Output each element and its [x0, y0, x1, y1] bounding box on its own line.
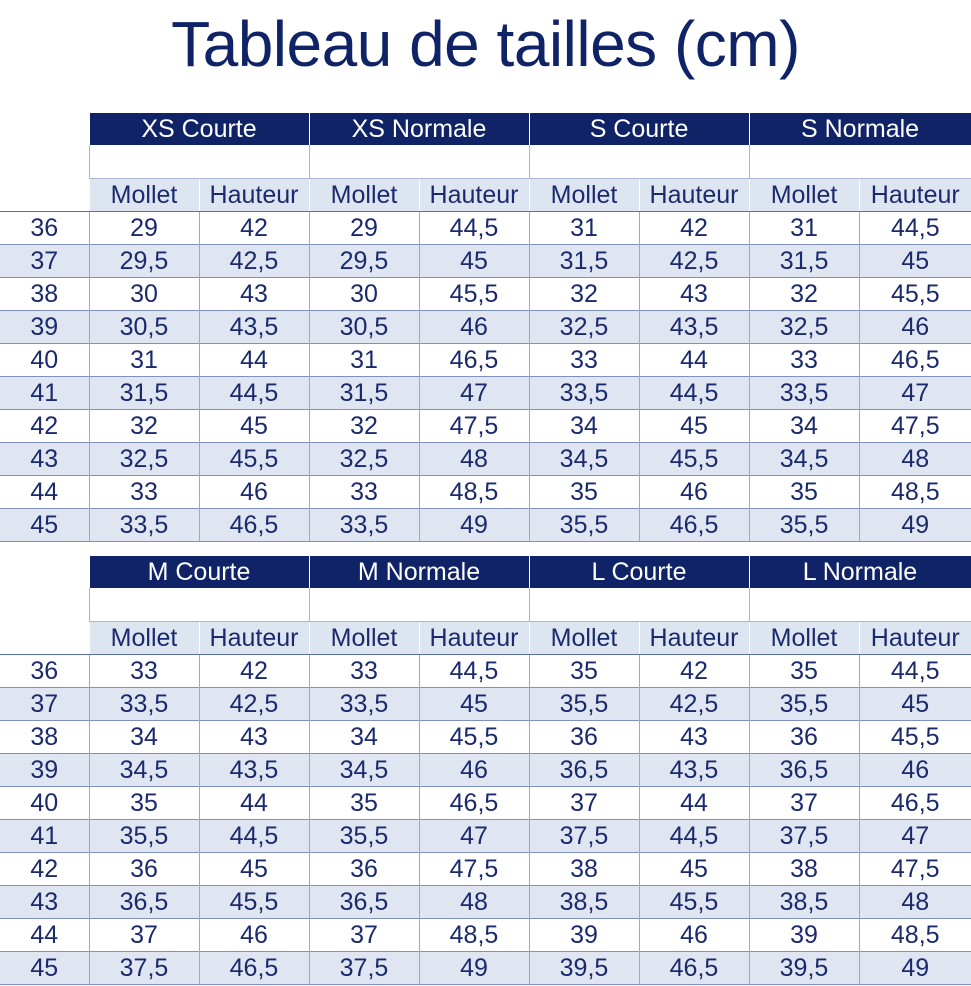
hauteur-cell: 45,5: [419, 721, 529, 754]
sub-header-mollet: Mollet: [309, 622, 419, 655]
mollet-cell: 34,5: [309, 754, 419, 787]
corner-cell: [0, 588, 89, 622]
hauteur-cell: 47,5: [419, 853, 529, 886]
shoe-size-cell: 43: [0, 443, 89, 476]
hauteur-cell: 48,5: [419, 476, 529, 509]
sub-header-mollet: Mollet: [529, 179, 639, 212]
sub-header-mollet: Mollet: [749, 622, 859, 655]
mollet-cell: 32: [89, 410, 199, 443]
mollet-cell: 31,5: [749, 245, 859, 278]
mollet-cell: 33: [309, 476, 419, 509]
hauteur-cell: 43,5: [199, 311, 309, 344]
hauteur-cell: 47: [859, 820, 971, 853]
mollet-cell: 33: [89, 655, 199, 688]
shoe-size-cell: 45: [0, 952, 89, 985]
group-header: L Courte: [529, 556, 749, 588]
mollet-cell: 30,5: [309, 311, 419, 344]
hauteur-cell: 42: [199, 212, 309, 245]
table-row: [0, 344, 971, 377]
mollet-cell: 29,5: [309, 245, 419, 278]
mollet-cell: 36,5: [309, 886, 419, 919]
hauteur-cell: 44,5: [859, 212, 971, 245]
hauteur-cell: 46: [639, 476, 749, 509]
group-spacer: [749, 588, 971, 622]
mollet-cell: 31: [749, 212, 859, 245]
group-header: XS Courte: [89, 113, 309, 145]
hauteur-cell: 46,5: [199, 952, 309, 985]
group-header: XS Normale: [309, 113, 529, 145]
mollet-cell: 38,5: [749, 886, 859, 919]
hauteur-cell: 46,5: [859, 344, 971, 377]
hauteur-cell: 43: [199, 278, 309, 311]
hauteur-cell: 43: [639, 721, 749, 754]
mollet-cell: 32: [749, 278, 859, 311]
table-row: [0, 820, 971, 853]
mollet-cell: 33,5: [309, 688, 419, 721]
group-spacer: [89, 588, 309, 622]
hauteur-cell: 46,5: [199, 509, 309, 542]
table-row: [0, 311, 971, 344]
hauteur-cell: 48: [419, 443, 529, 476]
mollet-cell: 38: [529, 853, 639, 886]
mollet-cell: 36: [89, 853, 199, 886]
hauteur-cell: 45: [859, 688, 971, 721]
sub-header-hauteur: Hauteur: [199, 622, 309, 655]
hauteur-cell: 44,5: [639, 820, 749, 853]
hauteur-cell: 45: [199, 853, 309, 886]
mollet-cell: 35: [529, 476, 639, 509]
hauteur-cell: 46: [639, 919, 749, 952]
corner-cell: [0, 556, 89, 588]
table-row: [0, 476, 971, 509]
mollet-cell: 31: [529, 212, 639, 245]
hauteur-cell: 46: [419, 311, 529, 344]
mollet-cell: 32,5: [749, 311, 859, 344]
mollet-cell: 30: [89, 278, 199, 311]
table-row: [0, 509, 971, 542]
hauteur-cell: 44,5: [199, 377, 309, 410]
hauteur-cell: 46: [419, 754, 529, 787]
sub-header-hauteur: Hauteur: [639, 179, 749, 212]
mollet-cell: 35: [749, 476, 859, 509]
mollet-cell: 37,5: [529, 820, 639, 853]
hauteur-cell: 49: [419, 952, 529, 985]
mollet-cell: 38: [749, 853, 859, 886]
hauteur-cell: 45,5: [639, 886, 749, 919]
hauteur-cell: 43: [639, 278, 749, 311]
hauteur-cell: 45: [419, 688, 529, 721]
table-row: [0, 952, 971, 985]
group-spacer: [529, 588, 749, 622]
mollet-cell: 33,5: [89, 688, 199, 721]
hauteur-cell: 46,5: [639, 509, 749, 542]
group-header: M Courte: [89, 556, 309, 588]
sub-header-hauteur: Hauteur: [419, 179, 529, 212]
mollet-cell: 34,5: [89, 754, 199, 787]
mollet-cell: 33: [89, 476, 199, 509]
mollet-cell: 30,5: [89, 311, 199, 344]
shoe-size-cell: 40: [0, 787, 89, 820]
hauteur-cell: 44,5: [859, 655, 971, 688]
mollet-cell: 32: [529, 278, 639, 311]
hauteur-cell: 43: [199, 721, 309, 754]
mollet-cell: 35,5: [309, 820, 419, 853]
hauteur-cell: 45,5: [859, 721, 971, 754]
shoe-size-cell: 42: [0, 410, 89, 443]
mollet-cell: 29: [89, 212, 199, 245]
mollet-cell: 38,5: [529, 886, 639, 919]
mollet-cell: 31: [309, 344, 419, 377]
hauteur-cell: 43,5: [639, 754, 749, 787]
hauteur-cell: 49: [859, 952, 971, 985]
hauteur-cell: 49: [419, 509, 529, 542]
mollet-cell: 32: [309, 410, 419, 443]
hauteur-cell: 48,5: [859, 919, 971, 952]
hauteur-cell: 46: [859, 754, 971, 787]
mollet-cell: 33,5: [309, 509, 419, 542]
mollet-cell: 30: [309, 278, 419, 311]
hauteur-cell: 46: [199, 476, 309, 509]
mollet-cell: 29: [309, 212, 419, 245]
mollet-cell: 29,5: [89, 245, 199, 278]
hauteur-cell: 42,5: [199, 245, 309, 278]
corner-cell: [0, 145, 89, 179]
table-row: [0, 886, 971, 919]
mollet-cell: 35,5: [749, 509, 859, 542]
group-header: S Courte: [529, 113, 749, 145]
sub-header-hauteur: Hauteur: [639, 622, 749, 655]
table-row: [0, 212, 971, 245]
shoe-size-cell: 38: [0, 278, 89, 311]
mollet-cell: 34: [749, 410, 859, 443]
shoe-size-cell: 38: [0, 721, 89, 754]
group-spacer: [309, 145, 529, 179]
mollet-cell: 37,5: [89, 952, 199, 985]
mollet-cell: 36: [529, 721, 639, 754]
sub-header-mollet: Mollet: [89, 622, 199, 655]
mollet-cell: 33: [529, 344, 639, 377]
mollet-cell: 35,5: [89, 820, 199, 853]
mollet-cell: 33,5: [89, 509, 199, 542]
mollet-cell: 34: [89, 721, 199, 754]
hauteur-cell: 47,5: [859, 410, 971, 443]
group-header: S Normale: [749, 113, 971, 145]
hauteur-cell: 45: [419, 245, 529, 278]
table-row: [0, 853, 971, 886]
corner-cell: [0, 113, 89, 145]
hauteur-cell: 48: [419, 886, 529, 919]
table-row: [0, 754, 971, 787]
hauteur-cell: 42: [199, 655, 309, 688]
hauteur-cell: 45: [859, 245, 971, 278]
group-spacer: [749, 145, 971, 179]
page-title: Tableau de tailles (cm): [171, 8, 800, 80]
mollet-cell: 37: [89, 919, 199, 952]
sub-header-mollet: Mollet: [89, 179, 199, 212]
mollet-cell: 37: [309, 919, 419, 952]
hauteur-cell: 45: [639, 853, 749, 886]
mollet-cell: 35,5: [529, 509, 639, 542]
hauteur-cell: 43,5: [639, 311, 749, 344]
mollet-cell: 34: [309, 721, 419, 754]
group-header: M Normale: [309, 556, 529, 588]
hauteur-cell: 44,5: [639, 377, 749, 410]
hauteur-cell: 45,5: [199, 886, 309, 919]
mollet-cell: 31,5: [309, 377, 419, 410]
shoe-size-cell: 36: [0, 655, 89, 688]
mollet-cell: 36,5: [89, 886, 199, 919]
shoe-size-cell: 37: [0, 688, 89, 721]
shoe-size-cell: 44: [0, 919, 89, 952]
hauteur-cell: 45,5: [639, 443, 749, 476]
shoe-size-cell: 40: [0, 344, 89, 377]
mollet-cell: 32,5: [309, 443, 419, 476]
size-table-xs-s: [0, 113, 971, 542]
mollet-cell: 35,5: [749, 688, 859, 721]
mollet-cell: 34,5: [529, 443, 639, 476]
group-header: L Normale: [749, 556, 971, 588]
hauteur-cell: 46,5: [419, 344, 529, 377]
mollet-cell: 39,5: [529, 952, 639, 985]
shoe-size-cell: 41: [0, 377, 89, 410]
mollet-cell: 31,5: [529, 245, 639, 278]
hauteur-cell: 48,5: [859, 476, 971, 509]
shoe-size-cell: 43: [0, 886, 89, 919]
sub-header-mollet: Mollet: [749, 179, 859, 212]
mollet-cell: 36,5: [749, 754, 859, 787]
hauteur-cell: 47,5: [419, 410, 529, 443]
hauteur-cell: 46: [859, 311, 971, 344]
hauteur-cell: 45,5: [199, 443, 309, 476]
mollet-cell: 39: [529, 919, 639, 952]
mollet-cell: 33,5: [529, 377, 639, 410]
hauteur-cell: 44: [639, 787, 749, 820]
mollet-cell: 33: [749, 344, 859, 377]
hauteur-cell: 46: [199, 919, 309, 952]
hauteur-cell: 45,5: [859, 278, 971, 311]
hauteur-cell: 46,5: [859, 787, 971, 820]
mollet-cell: 36: [309, 853, 419, 886]
group-spacer: [529, 145, 749, 179]
hauteur-cell: 47: [419, 377, 529, 410]
mollet-cell: 39: [749, 919, 859, 952]
mollet-cell: 33: [309, 655, 419, 688]
mollet-cell: 37,5: [749, 820, 859, 853]
hauteur-cell: 48: [859, 886, 971, 919]
table-row: [0, 278, 971, 311]
hauteur-cell: 42,5: [639, 688, 749, 721]
sub-header-hauteur: Hauteur: [199, 179, 309, 212]
hauteur-cell: 44: [639, 344, 749, 377]
table-row: [0, 721, 971, 754]
hauteur-cell: 44,5: [419, 655, 529, 688]
hauteur-cell: 45,5: [419, 278, 529, 311]
mollet-cell: 35,5: [529, 688, 639, 721]
shoe-size-cell: 41: [0, 820, 89, 853]
mollet-cell: 34: [529, 410, 639, 443]
hauteur-cell: 42: [639, 655, 749, 688]
hauteur-cell: 44,5: [199, 820, 309, 853]
table-row: [0, 688, 971, 721]
table-row: [0, 443, 971, 476]
mollet-cell: 31: [89, 344, 199, 377]
mollet-cell: 34,5: [749, 443, 859, 476]
group-spacer: [309, 588, 529, 622]
hauteur-cell: 48,5: [419, 919, 529, 952]
table-row: [0, 377, 971, 410]
shoe-size-cell: 45: [0, 509, 89, 542]
mollet-cell: 32,5: [529, 311, 639, 344]
shoe-size-cell: 37: [0, 245, 89, 278]
shoe-size-cell: 36: [0, 212, 89, 245]
mollet-cell: 37: [749, 787, 859, 820]
hauteur-cell: 44: [199, 344, 309, 377]
hauteur-cell: 47,5: [859, 853, 971, 886]
hauteur-cell: 45: [639, 410, 749, 443]
sub-header-mollet: Mollet: [529, 622, 639, 655]
hauteur-cell: 46,5: [419, 787, 529, 820]
corner-cell: [0, 622, 89, 655]
hauteur-cell: 49: [859, 509, 971, 542]
mollet-cell: 36,5: [529, 754, 639, 787]
hauteur-cell: 46,5: [639, 952, 749, 985]
shoe-size-cell: 44: [0, 476, 89, 509]
shoe-size-cell: 42: [0, 853, 89, 886]
hauteur-cell: 42: [639, 212, 749, 245]
mollet-cell: 32,5: [89, 443, 199, 476]
group-spacer: [89, 145, 309, 179]
hauteur-cell: 44,5: [419, 212, 529, 245]
hauteur-cell: 45: [199, 410, 309, 443]
hauteur-cell: 43,5: [199, 754, 309, 787]
sub-header-hauteur: Hauteur: [859, 179, 971, 212]
mollet-cell: 35: [89, 787, 199, 820]
shoe-size-cell: 39: [0, 754, 89, 787]
hauteur-cell: 42,5: [639, 245, 749, 278]
hauteur-cell: 48: [859, 443, 971, 476]
sub-header-hauteur: Hauteur: [419, 622, 529, 655]
table-row: [0, 655, 971, 688]
mollet-cell: 39,5: [749, 952, 859, 985]
mollet-cell: 37: [529, 787, 639, 820]
sub-header-mollet: Mollet: [309, 179, 419, 212]
mollet-cell: 31,5: [89, 377, 199, 410]
mollet-cell: 37,5: [309, 952, 419, 985]
size-table-m-l: [0, 556, 971, 985]
mollet-cell: 35: [309, 787, 419, 820]
mollet-cell: 33,5: [749, 377, 859, 410]
hauteur-cell: 47: [419, 820, 529, 853]
hauteur-cell: 47: [859, 377, 971, 410]
sub-header-hauteur: Hauteur: [859, 622, 971, 655]
table-row: [0, 410, 971, 443]
hauteur-cell: 42,5: [199, 688, 309, 721]
mollet-cell: 36: [749, 721, 859, 754]
table-row: [0, 787, 971, 820]
shoe-size-cell: 39: [0, 311, 89, 344]
hauteur-cell: 44: [199, 787, 309, 820]
mollet-cell: 35: [529, 655, 639, 688]
table-row: [0, 919, 971, 952]
mollet-cell: 35: [749, 655, 859, 688]
table-row: [0, 245, 971, 278]
corner-cell: [0, 179, 89, 212]
